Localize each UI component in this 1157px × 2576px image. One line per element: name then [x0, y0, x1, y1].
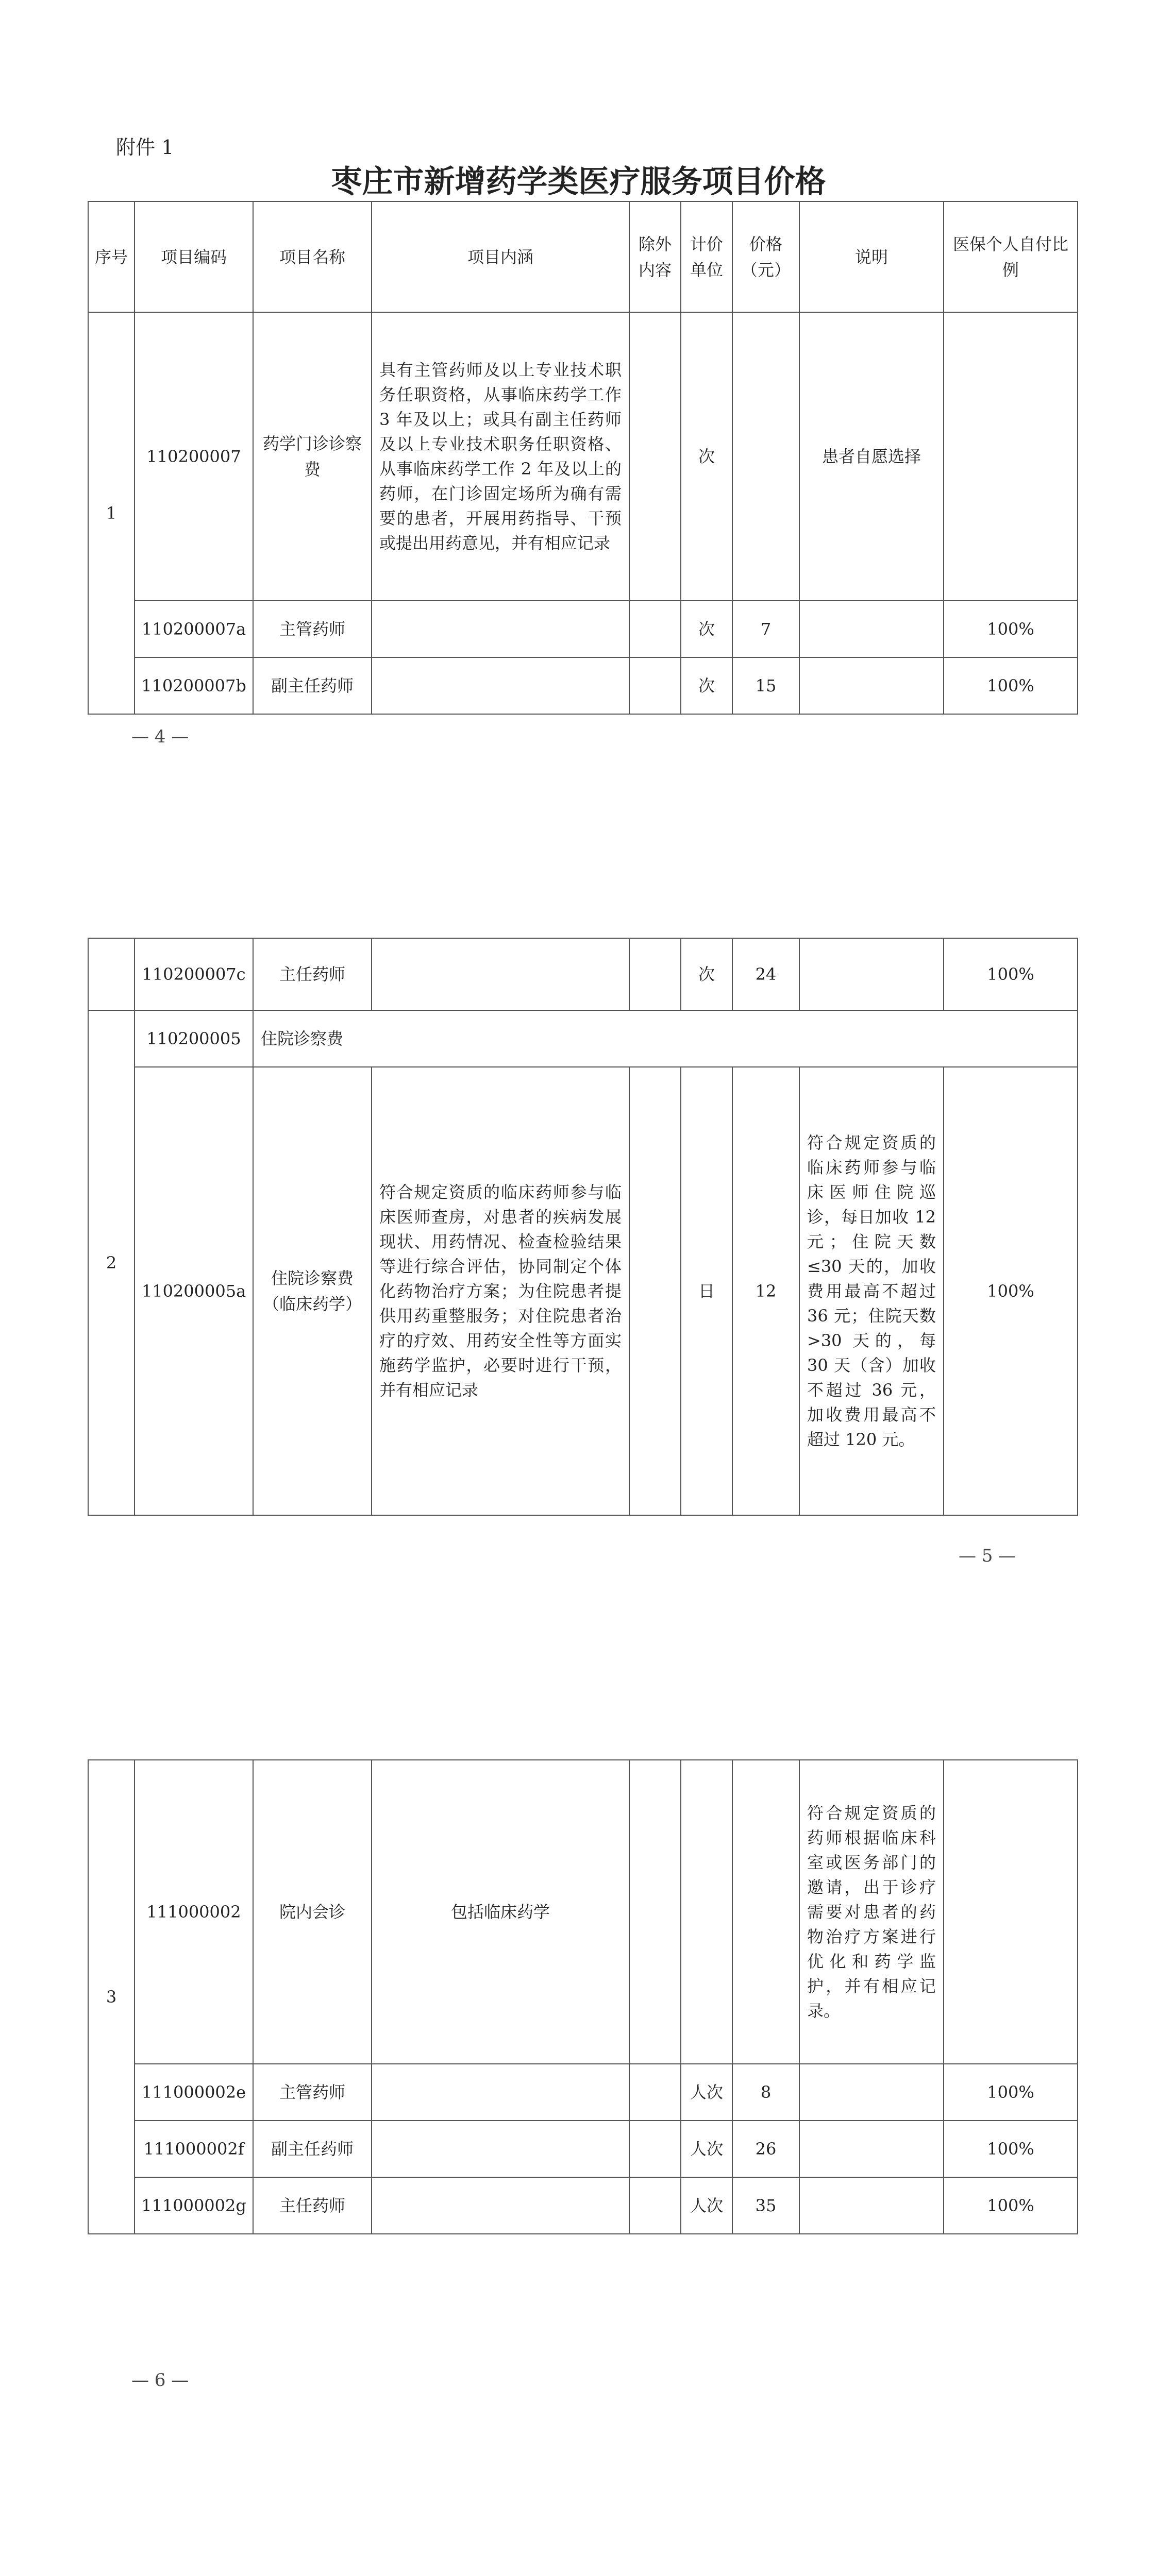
code-cell: 110200007a	[135, 601, 253, 657]
name-cell: 副主任药师	[253, 2121, 372, 2177]
price-cell: 15	[732, 657, 799, 714]
table-row	[88, 2121, 1078, 2177]
header-ratio: 医保个人自付比例	[944, 201, 1078, 312]
price-cell: 7	[732, 601, 799, 657]
seq-cell: 3	[88, 1760, 135, 2234]
attachment-label: 附件 1	[116, 136, 174, 159]
name-cell: 主管药师	[253, 601, 372, 657]
exclusion-cell	[629, 938, 681, 1010]
code-cell: 110200007	[135, 312, 253, 601]
header-code: 项目编码	[135, 201, 253, 312]
table-row	[88, 1067, 1078, 1515]
code-cell: 110200005	[135, 1010, 253, 1067]
code-cell: 110200007c	[135, 938, 253, 1010]
price-cell: 35	[732, 2177, 799, 2234]
content-cell: 包括临床药学	[372, 1760, 629, 2064]
header-exclusion: 除外内容	[629, 201, 681, 312]
price-cell: 12	[732, 1067, 799, 1515]
header-name: 项目名称	[253, 201, 372, 312]
description-cell	[799, 2177, 944, 2234]
content-cell	[372, 938, 629, 1010]
price-cell	[732, 1760, 799, 2064]
content-cell: 符合规定资质的临床药师参与临床医师查房，对患者的疾病发展现状、用药情况、检查检验结果等进行综合评估，协同制定个体化药物治疗方案；为住院患者提供用药重整服务；对住院患者治疗的疗效、用药安全性等方面实施药学监护，必要时进行干预，并有相应记录	[372, 1067, 629, 1515]
name-cell: 主任药师	[253, 938, 372, 1010]
exclusion-cell	[629, 2064, 681, 2121]
ratio-cell: 100%	[944, 2064, 1078, 2121]
ratio-cell: 100%	[944, 1067, 1078, 1515]
description-cell	[799, 2064, 944, 2121]
header-content: 项目内涵	[372, 201, 629, 312]
exclusion-cell	[629, 1067, 681, 1515]
price-cell: 24	[732, 938, 799, 1010]
content-cell	[372, 601, 629, 657]
price-table-part1	[88, 201, 1078, 715]
unit-cell: 次	[681, 312, 732, 601]
page-number: — 6 —	[131, 2370, 189, 2391]
unit-cell: 日	[681, 1067, 732, 1515]
code-cell: 111000002e	[135, 2064, 253, 2121]
table-row	[88, 657, 1078, 714]
ratio-cell: 100%	[944, 2121, 1078, 2177]
unit-cell: 人次	[681, 2064, 732, 2121]
header-seq: 序号	[88, 201, 135, 312]
description-cell: 符合规定资质的药师根据临床科室或医务部门的邀请，出于诊疗需要对患者的药物治疗方案进行优化和药学监护，并有相应记录。	[799, 1760, 944, 2064]
seq-cell: 1	[88, 312, 135, 714]
content-cell	[372, 2177, 629, 2234]
name-cell: 院内会诊	[253, 1760, 372, 2064]
description-cell	[799, 2121, 944, 2177]
code-cell: 111000002g	[135, 2177, 253, 2234]
unit-cell: 次	[681, 601, 732, 657]
table-row	[88, 1010, 1078, 1067]
code-cell: 111000002	[135, 1760, 253, 2064]
exclusion-cell	[629, 601, 681, 657]
table-row	[88, 312, 1078, 601]
exclusion-cell	[629, 657, 681, 714]
description-cell: 符合规定资质的临床药师参与临床医师住院巡诊，每日加收 12 元；住院天数≤30 天的，加收费用最高不超过 36 元；住院天数>30 天的，每 30 天（含）加收不超过 36 元，加收费用最高不超过 120 元。	[799, 1067, 944, 1515]
page-number: — 4 —	[131, 726, 189, 747]
ratio-cell: 100%	[944, 2177, 1078, 2234]
page-number: — 5 —	[959, 1546, 1016, 1566]
name-cell: 住院诊察费	[253, 1010, 1078, 1067]
unit-cell: 人次	[681, 2121, 732, 2177]
exclusion-cell	[629, 312, 681, 601]
page-title: 枣庄市新增药学类医疗服务项目价格	[331, 164, 826, 200]
content-cell	[372, 657, 629, 714]
header-unit: 计价单位	[681, 201, 732, 312]
name-cell: 主管药师	[253, 2064, 372, 2121]
name-cell: 副主任药师	[253, 657, 372, 714]
description-cell: 患者自愿选择	[799, 312, 944, 601]
seq-cell: 2	[88, 1010, 135, 1515]
exclusion-cell	[629, 1760, 681, 2064]
name-cell: 主任药师	[253, 2177, 372, 2234]
ratio-cell	[944, 312, 1078, 601]
price-cell: 8	[732, 2064, 799, 2121]
unit-cell: 次	[681, 938, 732, 1010]
description-cell	[799, 657, 944, 714]
header-description: 说明	[799, 201, 944, 312]
content-cell: 具有主管药师及以上专业技术职务任职资格，从事临床药学工作 3 年及以上；或具有副主任药师及以上专业技术职务任职资格、从事临床药学工作 2 年及以上的药师，在门诊固定场所为确有需要的患者，开展用药指导、干预或提出用药意见，并有相应记录	[372, 312, 629, 601]
price-cell: 26	[732, 2121, 799, 2177]
code-cell: 111000002f	[135, 2121, 253, 2177]
ratio-cell: 100%	[944, 657, 1078, 714]
code-cell: 110200005a	[135, 1067, 253, 1515]
table-row	[88, 1760, 1078, 2064]
ratio-cell: 100%	[944, 938, 1078, 1010]
table-row	[88, 938, 1078, 1010]
unit-cell	[681, 1760, 732, 2064]
ratio-cell	[944, 1760, 1078, 2064]
description-cell	[799, 938, 944, 1010]
table-header-row	[88, 201, 1078, 312]
unit-cell: 人次	[681, 2177, 732, 2234]
code-cell: 110200007b	[135, 657, 253, 714]
table-row	[88, 601, 1078, 657]
exclusion-cell	[629, 2177, 681, 2234]
description-cell	[799, 601, 944, 657]
price-cell	[732, 312, 799, 601]
content-cell	[372, 2121, 629, 2177]
price-table-part2	[88, 938, 1078, 1516]
header-price: 价格（元）	[732, 201, 799, 312]
table-row	[88, 2177, 1078, 2234]
exclusion-cell	[629, 2121, 681, 2177]
unit-cell: 次	[681, 657, 732, 714]
table-row	[88, 2064, 1078, 2121]
price-table-part3	[88, 1759, 1078, 2234]
name-cell: 药学门诊诊察费	[253, 312, 372, 601]
ratio-cell: 100%	[944, 601, 1078, 657]
name-cell: 住院诊察费（临床药学）	[253, 1067, 372, 1515]
content-cell	[372, 2064, 629, 2121]
seq-cell	[88, 938, 135, 1010]
